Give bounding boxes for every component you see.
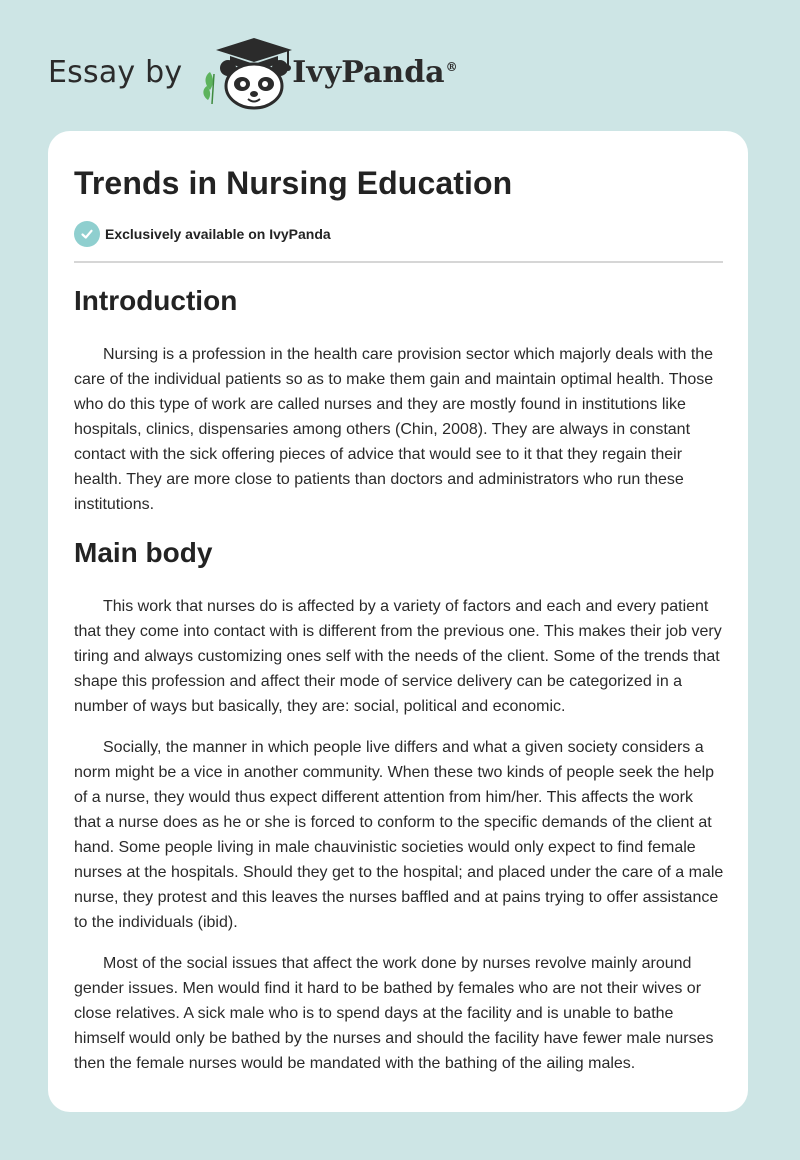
check-icon bbox=[74, 221, 100, 247]
section-main-body bbox=[74, 533, 724, 1076]
title-divider bbox=[74, 261, 723, 263]
paragraph: Socially, the manner in which people live differs and what a given society considers a norm might be a vice in another community. When these two kinds of people seek the help of a nurse, they would thus expect different attention from him/her. This affects the work that a nurse does as he or she is forced to conform to the specific demands of the client at hand. Some people living in male chauvinistic societies would only expect to find female nurses at the hospitals. Should they get to the hospital; and placed under the care of a male nurse, they protest and this leaves the nurses baffled and at pains trying to offer assistance to the individuals (ibid). bbox=[74, 739, 724, 931]
site-brand[interactable] bbox=[48, 34, 458, 110]
paragraph: This work that nurses do is affected by a variety of factors and each and every patient that they come into contact with is different from the previous one. This makes their job very tiring and always customizing ones self with the needs of the client. Some of the trends that shape this profession and affect their mode of service delivery can be categorized in a number of ways but basically, they are: social, political and economic. bbox=[74, 598, 722, 715]
panda-graduate-logo-icon bbox=[196, 34, 292, 110]
essay-card bbox=[48, 131, 748, 1112]
brand-prefix: Essay by bbox=[48, 54, 183, 90]
paragraph: Nursing is a profession in the health care provision sector which majorly deals with the care of the individual patients so as to make them gain and maintain optimal health. Those who do this type of work are called nurses and they are mostly found in institutions like hospitals, clinics, dispensaries among others (Chin, 2008). They are always in constant contact with the sick offering pieces of advice that would see to it that they regain their health. They are more close to patients than doctors and administrators who run these institutions. bbox=[74, 346, 714, 513]
brand-name-text: IvyPanda bbox=[292, 54, 445, 90]
exclusive-badge-label: Exclusively available on IvyPanda bbox=[105, 226, 331, 242]
essay-title: Trends in Nursing Education bbox=[74, 165, 513, 201]
registered-mark: ® bbox=[445, 59, 458, 74]
paragraph: Most of the social issues that affect the work done by nurses revolve mainly around gender issues. Men would find it hard to be bathed by females who are not their wives or close relatives. A sick male who is to spend days at the facility and is unable to bathe himself would only be bathed by the nurses and should the facility have fewer male nurses then the female nurses would be mandated with the bathing of the ailing males. bbox=[74, 955, 714, 1072]
section-heading: Introduction bbox=[74, 285, 238, 316]
section-introduction bbox=[74, 281, 724, 517]
brand-name bbox=[292, 55, 457, 90]
exclusive-badge bbox=[74, 221, 331, 247]
section-heading: Main body bbox=[74, 537, 213, 568]
